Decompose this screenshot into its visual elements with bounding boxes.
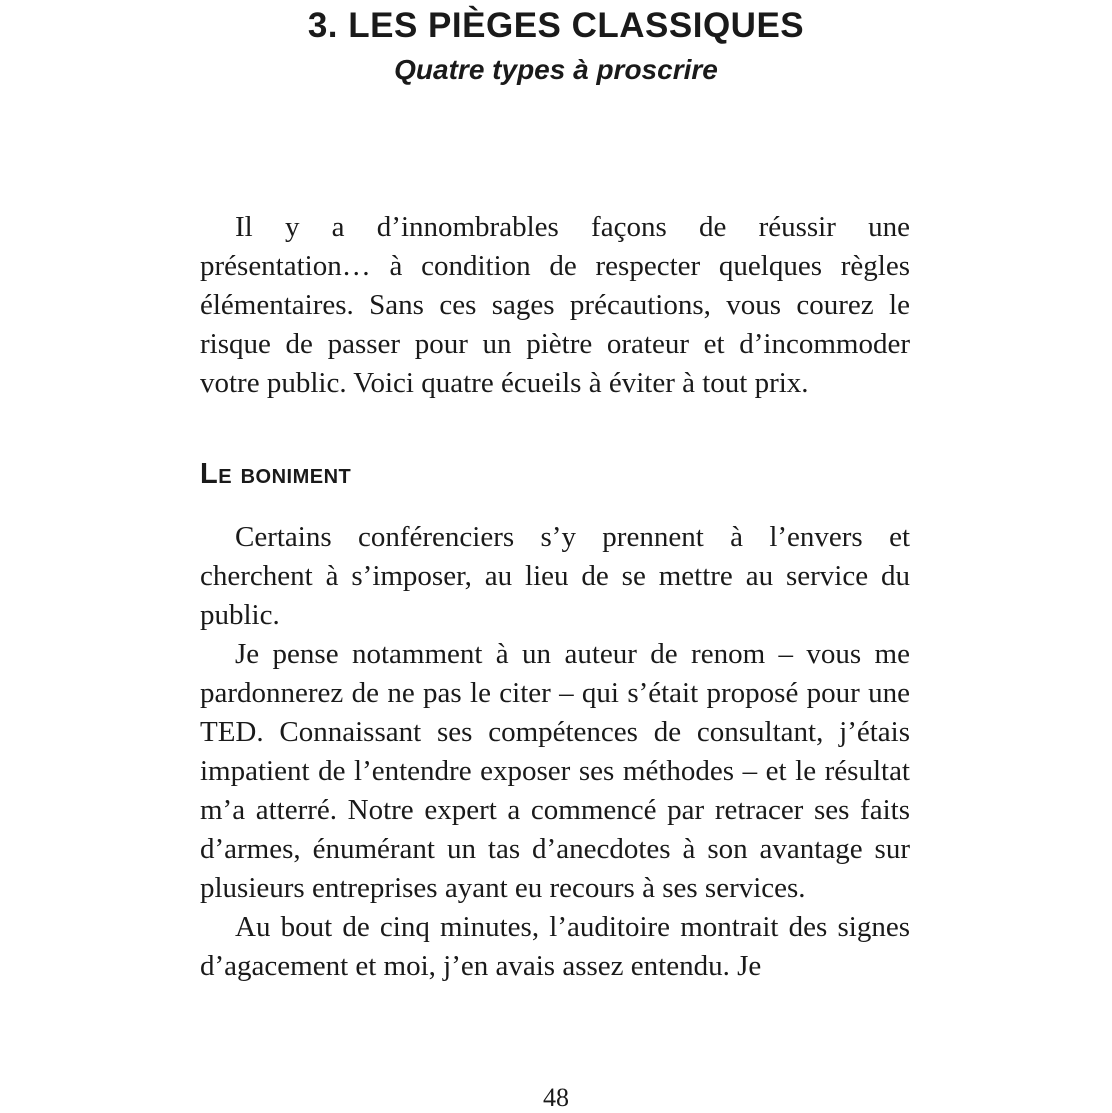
- intro-paragraph: Il y a d’innombrables façons de réussir une présentation… à condition de respecter quelques règles élémentaires. Sans ces sages précautions, vous courez le risque de passer pour un piètre orateur et d’incommoder votre public. Voici quatre écueils à éviter à tout prix.: [200, 211, 910, 399]
- body-paragraph: Certains conférenciers s’y prennent à l’envers et cherchent à s’imposer, au lieu de se mettre au service du public.: [200, 521, 910, 631]
- body-paragraph: Au bout de cinq minutes, l’auditoire montrait des signes d’agacement et moi, j’en avais assez entendu. Je: [200, 911, 910, 982]
- chapter-subtitle: Quatre types à proscrire: [394, 54, 718, 85]
- section-heading: Le boniment: [200, 458, 352, 490]
- body-paragraph: Je pense notamment à un auteur de renom – vous me pardonnerez de ne pas le citer – qui s’était proposé pour une TED. Connaissant ses compétences de consultant, j’étais impatient de l’entendre exposer ses méthodes – et le résultat m’a atterré. Notre expert a commencé par retracer ses faits d’armes, énumérant un tas d’anecdotes à son avantage sur plusieurs entreprises ayant eu recours à ses services.: [200, 638, 910, 904]
- page-number: 48: [543, 1083, 569, 1112]
- intro-text: [200, 208, 910, 403]
- chapter-title: 3. LES PIÈGES CLASSIQUES: [307, 6, 805, 45]
- section-body: [200, 518, 910, 986]
